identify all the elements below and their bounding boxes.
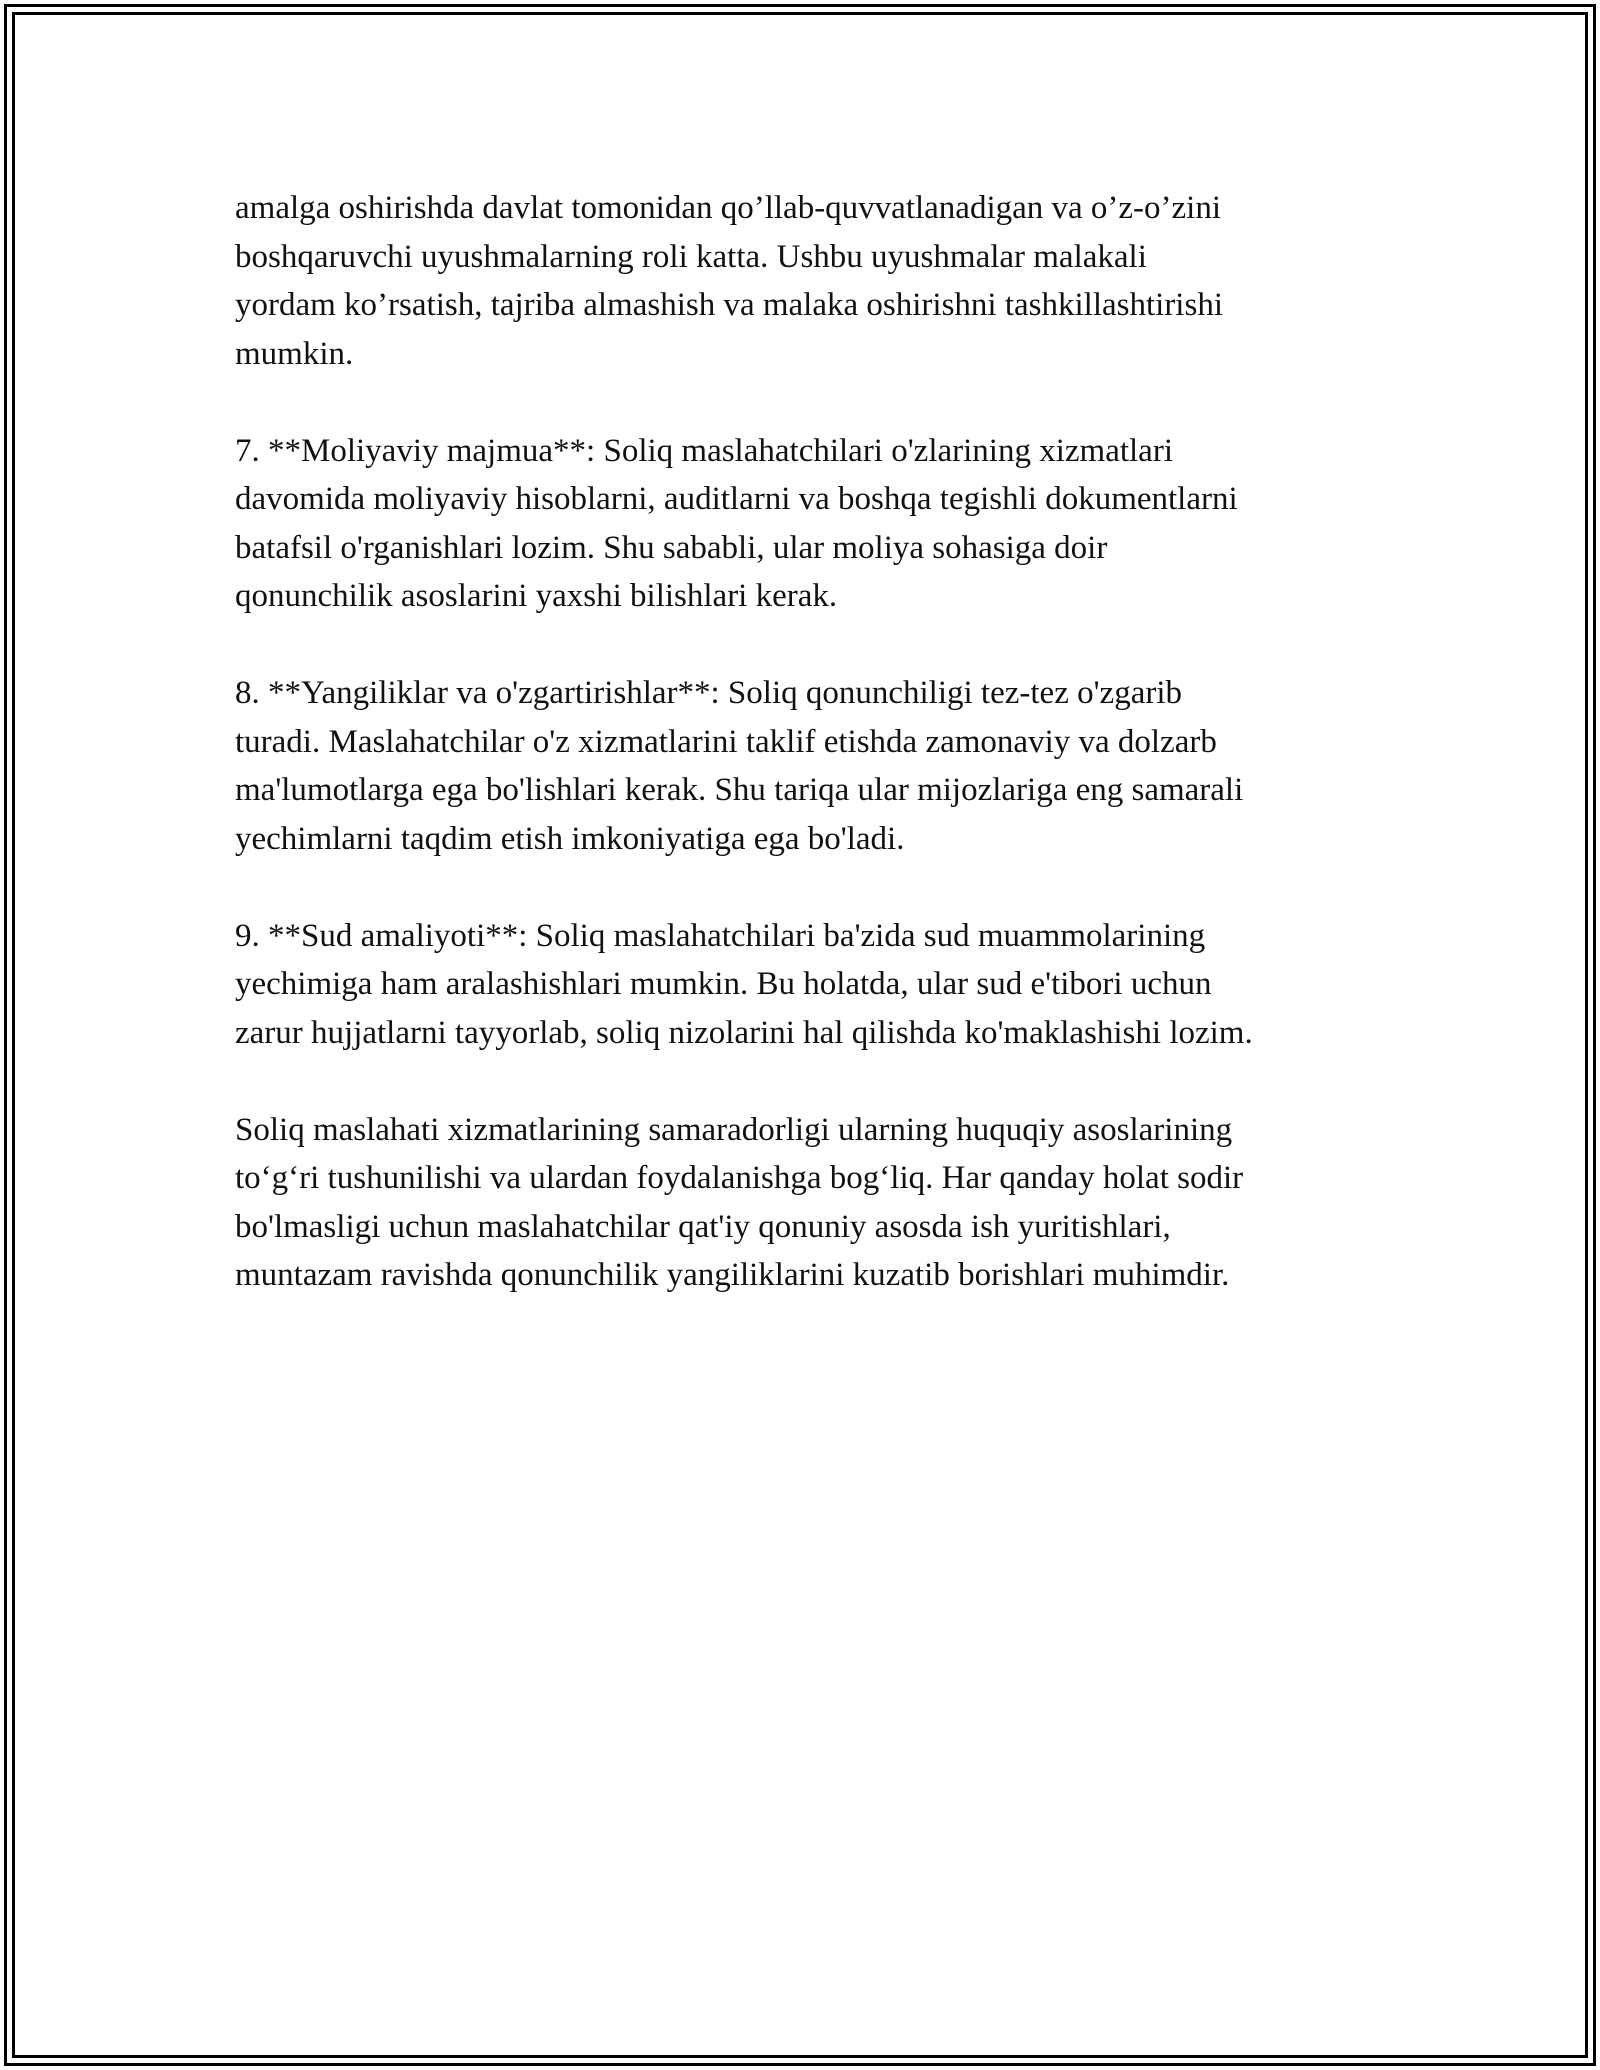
text-line: turadi. Maslahatchilar o'z xizmatlarini taklif etishda zamonaviy va dolzarb (235, 723, 1217, 760)
text-line: qonunchilik asoslarini yaxshi bilishlari kerak. (235, 578, 838, 614)
paragraph-conclusion (235, 1106, 1395, 1300)
paragraph-item-7 (235, 427, 1395, 621)
text-line: to‘g‘ri tushunilishi va ulardan foydalanishga bog‘liq. Har qanday holat sodir (235, 1160, 1244, 1196)
text-line: zarur hujjatlarni tayyorlab, soliq nizolarini hal qilishda ko'maklashishi lozim. (235, 1014, 1253, 1051)
text-line: 9. **Sud amaliyoti**: Soliq maslahatchilari ba'zida sud muammolarining (235, 917, 1206, 954)
text-line: amalga oshirishda davlat tomonidan qo’llab-quvvatlanadigan va o’z-o’zini (235, 190, 1222, 226)
text-line: 8. **Yangiliklar va o'zgartirishlar**: Soliq qonunchiligi tez-tez o'zgarib (235, 675, 1182, 711)
text-line: ma'lumotlarga ega bo'lishlari kerak. Shu tariqa ular mijozlariga eng samarali (235, 772, 1244, 808)
text-line: yechimiga ham aralashishlari mumkin. Bu holatda, ular sud e'tibori uchun (235, 966, 1212, 1002)
text-line: 7. **Moliyaviy majmua**: Soliq maslahatchilari o'zlarining xizmatlari (235, 432, 1173, 469)
text-line: davomida moliyaviy hisoblarni, auditlarni va boshqa tegishli dokumentlarni (235, 481, 1238, 517)
paragraph-intro-continuation (235, 184, 1395, 378)
paragraph-item-9 (235, 912, 1395, 1058)
text-line: yechimlarni taqdim etish imkoniyatiga ega bo'ladi. (235, 820, 905, 857)
text-line: batafsil o'rganishlari lozim. Shu sababli, ular moliya sohasiga doir (235, 529, 1108, 566)
document-body (235, 184, 1395, 1348)
text-line: bo'lmasligi uchun maslahatchilar qat'iy qonuniy asosda ish yuritishlari, (235, 1208, 1171, 1245)
text-line: Soliq maslahati xizmatlarining samaradorligi ularning huquqiy asoslarining (235, 1111, 1233, 1148)
text-line: yordam ko’rsatish, tajriba almashish va malaka oshirishni tashkillashtirishi (235, 287, 1223, 323)
text-line: boshqaruvchi uyushmalarning roli katta. Ushbu uyushmalar malakali (235, 238, 1147, 275)
text-line: muntazam ravishda qonunchilik yangiliklarini kuzatib borishlari muhimdir. (235, 1257, 1230, 1293)
paragraph-item-8 (235, 669, 1395, 863)
text-line: mumkin. (235, 335, 354, 372)
